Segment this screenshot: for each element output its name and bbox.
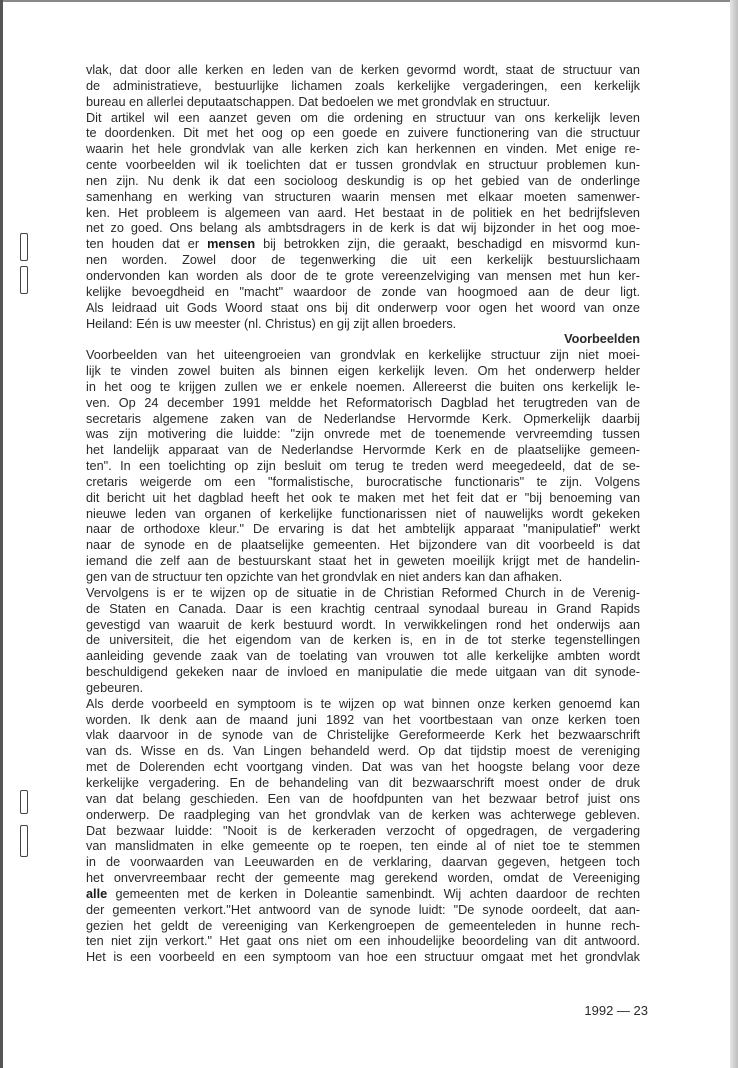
text-line: Als leidraad uit Gods Woord staat ons bij dit onderwerp voor ogen het woord van onze bbox=[86, 300, 640, 315]
article-body bbox=[86, 63, 640, 966]
text-line: net zo goed. Ons belang als ambtsdragers in de kerk is dat wij bijzonder in het oog moe- bbox=[86, 221, 640, 236]
text-line: kelijke bevoegdheid en "macht" waardoor de zonde van hoogmoed aan de deur ligt. bbox=[86, 284, 640, 299]
emphasis-alle: alle bbox=[86, 886, 108, 901]
text-line: Vervolgens is er te wijzen op de situatie in de Christian Reformed Church in de Verenig- bbox=[86, 585, 640, 600]
text-line: vlak, dat door alle kerken en leden van de kerken gevormd wordt, staat de structuur van bbox=[86, 63, 640, 77]
text-line: gezien het geldt de vereeniging van Kerkengroepen de gemeenteleden in hunne rech- bbox=[86, 918, 640, 933]
paragraph-first-example bbox=[86, 348, 640, 586]
text-line: was zijn motivering die luidde: "zijn onvrede met de toenemende vervreemding tussen bbox=[86, 427, 640, 442]
text-line: gen van de structuur ten opzichte van het grondvlak en niet anders kan dan afhaken. bbox=[86, 570, 563, 584]
binding-staple-mark bbox=[20, 790, 28, 814]
text-line: ten". In een toelichting op zijn besluit om terug te treden werd meegedeeld, dat de se- bbox=[86, 459, 640, 474]
text-line: samenhang en werking van structuren waarin mensen met elkaar moeten samenwer- bbox=[86, 189, 640, 204]
text-line: der gemeenten verkort."Het antwoord van de synode luidt: "De synode oordeelt, dat aan- bbox=[86, 902, 640, 917]
text-line-with-emphasis bbox=[86, 237, 640, 253]
page-left-edge bbox=[0, 0, 3, 1068]
text-line: onderwerp. De raadpleging van het grondvlak van de kerken was achterwege gebleven. bbox=[86, 807, 640, 822]
text-line: het landelijk apparaat van de Nederlandse Hervormde Kerk en de plaatselijke gemeen- bbox=[86, 443, 640, 458]
text-line: vlak daarvoor in de synode van de Christelijke Gereformeerde Kerk het bezwaarschrift bbox=[86, 728, 640, 743]
page-top-edge bbox=[0, 0, 738, 2]
paragraph-second-example bbox=[86, 586, 640, 697]
text-line: bureau en allerlei deputaatschappen. Dat bedoelen we met grondvlak en structuur. bbox=[86, 94, 551, 109]
text-line-with-emphasis bbox=[86, 887, 640, 903]
text-line: van dat belang geschieden. Een van de hoofdpunten van het bezwaar betrof juist ons bbox=[86, 791, 640, 806]
text-fragment: gemeenten met de kerken in Doleantie samenbindt. Wij achten daardoor de rechten bbox=[107, 886, 640, 901]
text-line: secretaris algemene zaken van de Nederlandse Hervormde Kerk. Opmerkelijk daarbij bbox=[86, 411, 640, 426]
text-line: gebeuren. bbox=[86, 680, 144, 695]
text-line: iemand die zelf aan de bestuurskant staat het in geweten moeilijk krijgt met de handelin- bbox=[86, 554, 640, 569]
text-line: de Staten en Canada. Daar is een krachtig centraal synodaal bureau in Grand Rapids bbox=[86, 601, 640, 616]
text-line: nen zijn. Nu denk ik dat een socioloog deskundig is op het gebied van de onderlinge bbox=[86, 173, 640, 188]
text-line: aanleiding gevende zaak van de toelating van vrouwen tot alle kerkelijke ambten wordt bbox=[86, 649, 640, 664]
text-line: ten niet zijn verkort." Het gaat ons niet om een inhoudelijke beoordeling van dit antwoord. bbox=[86, 934, 640, 949]
text-fragment: ten houden dat er bbox=[86, 237, 208, 252]
text-line: in het oog te krijgen zullen we er enkele noemen. Allereerst die buiten ons kerkelijk le- bbox=[86, 379, 640, 394]
text-line: Dat bezwaar luidde: "Nooit is de kerkeraden verzocht of opgedragen, de vergadering bbox=[86, 823, 640, 838]
text-line: van ds. Wisse en ds. Van Lingen behandeld werd. Op dat tijdstip moest de vereniging bbox=[86, 744, 640, 759]
text-line: de universiteit, die het eigendom van de kerken is, en in de tot sterke tegenstellingen bbox=[86, 633, 640, 648]
text-line: in de voorwaarden van Leeuwarden en de verklaring, daarvan gegeven, hetgeen toch bbox=[86, 855, 640, 870]
text-line: te doordenken. Dit met het oog op een goede en zuivere functionering van die structuur bbox=[86, 126, 640, 141]
text-line: Dit artikel wil een aanzet geven om die ordening en structuur van ons kerkelijk leven bbox=[86, 110, 640, 125]
text-line: dit bericht uit het dagblad heeft het ook te maken met het feit dat er "bij benoeming van bbox=[86, 490, 640, 505]
text-line: naar de synode en de plaatselijke gemeenten. Het bijzondere van dit voorbeeld is dat bbox=[86, 538, 640, 553]
binding-staple-mark bbox=[20, 233, 28, 261]
text-line: Voorbeelden van het uiteengroeien van grondvlak en kerkelijke structuur zijn niet moei- bbox=[86, 348, 640, 363]
paragraph-third-example bbox=[86, 697, 640, 966]
text-line: beschuldigend gekeken naar de invloed en manipulatie die mede uitgaan van dit synode- bbox=[86, 665, 640, 680]
text-line: ken. Het probleem is algemeen van aard. Het bestaat in de politiek en het bedrijfsleven bbox=[86, 205, 640, 220]
emphasis-mensen: mensen bbox=[207, 237, 256, 252]
text-line: Heiland: Eén is uw meester (nl. Christus) en gij zijt allen broeders. bbox=[86, 316, 457, 331]
binding-staple-mark bbox=[20, 266, 28, 294]
text-line: ondervonden kan worden als door de te grote vereenzelviging van mensen met hun ker- bbox=[86, 268, 640, 283]
paragraph-purpose bbox=[86, 111, 640, 333]
binding-staple-mark bbox=[20, 825, 28, 857]
text-line: naar de orthodoxe kleur." De ervaring is dat het ambtelijk apparaat "manipulatief" werkt bbox=[86, 522, 640, 537]
text-line: lijk te vinden zowel buiten als binnen eigen kerkelijk leven. Om het onderwerp helder bbox=[86, 364, 640, 379]
text-line: Het is een voorbeeld en een symptoom van hoe een structuur omgaat met het grondvlak bbox=[86, 950, 640, 965]
text-line: cente voorbeelden wil ik toelichten dat er tussen grondvlak en structuur problemen kun- bbox=[86, 158, 640, 173]
text-line: cretaris weigerde om een "formalistische, burocratische functionaris" te zijn. Volgens bbox=[86, 474, 640, 489]
page-right-edge bbox=[730, 0, 738, 1068]
text-line: nen worden. Zowel door de tegenwerking die uit een kerkelijk bestuurslichaam bbox=[86, 253, 640, 268]
text-line: waarin het hele grondvlak van alle kerken zich kan herkennen en vinden. Met enige re- bbox=[86, 142, 640, 157]
text-line: de administratieve, bestuurlijke lichamen zoals kerkelijke vergaderingen, een kerkelijk bbox=[86, 78, 640, 93]
text-line: kerkelijke vergadering. En de behandeling van dit bezwaarschrift moest onder de druk bbox=[86, 775, 640, 790]
text-line: Als derde voorbeeld en symptoom is te wijzen op wat binnen onze kerken genoemd kan bbox=[86, 696, 640, 711]
paragraph-intro bbox=[86, 63, 640, 111]
text-line: met de Dolerenden echt voortgang vinden. Dat was van het hoogste belang voor deze bbox=[86, 760, 640, 775]
page-number: 1992 — 23 bbox=[584, 1003, 648, 1018]
text-line: van manslidmaten in elke gemeente op te roepen, ten einde al of niet toe te stemmen bbox=[86, 839, 640, 854]
text-line: het onvervreembaar recht der gemeente mag gerekend worden, omdat de Vereeniging bbox=[86, 871, 640, 886]
text-line: nieuwe leden van organen of kerkelijke functionarissen niet of nauwelijks wordt gekeken bbox=[86, 506, 640, 521]
text-fragment: bij betrokken zijn, die geraakt, beschadigd en misvormd kun- bbox=[255, 237, 640, 252]
text-line: ven. Op 24 december 1991 meldde het Reformatorisch Dagblad het terugtreden van de bbox=[86, 395, 640, 410]
text-line: gevestigd van waaruit de kerk bestuurd wordt. In verwikkelingen rond het onderwijs aan bbox=[86, 617, 640, 632]
text-line: worden. Ik denk aan de maand juni 1892 van het voortbestaan van onze kerken toen bbox=[86, 712, 640, 727]
section-heading-voorbeelden: Voorbeelden bbox=[564, 332, 640, 347]
